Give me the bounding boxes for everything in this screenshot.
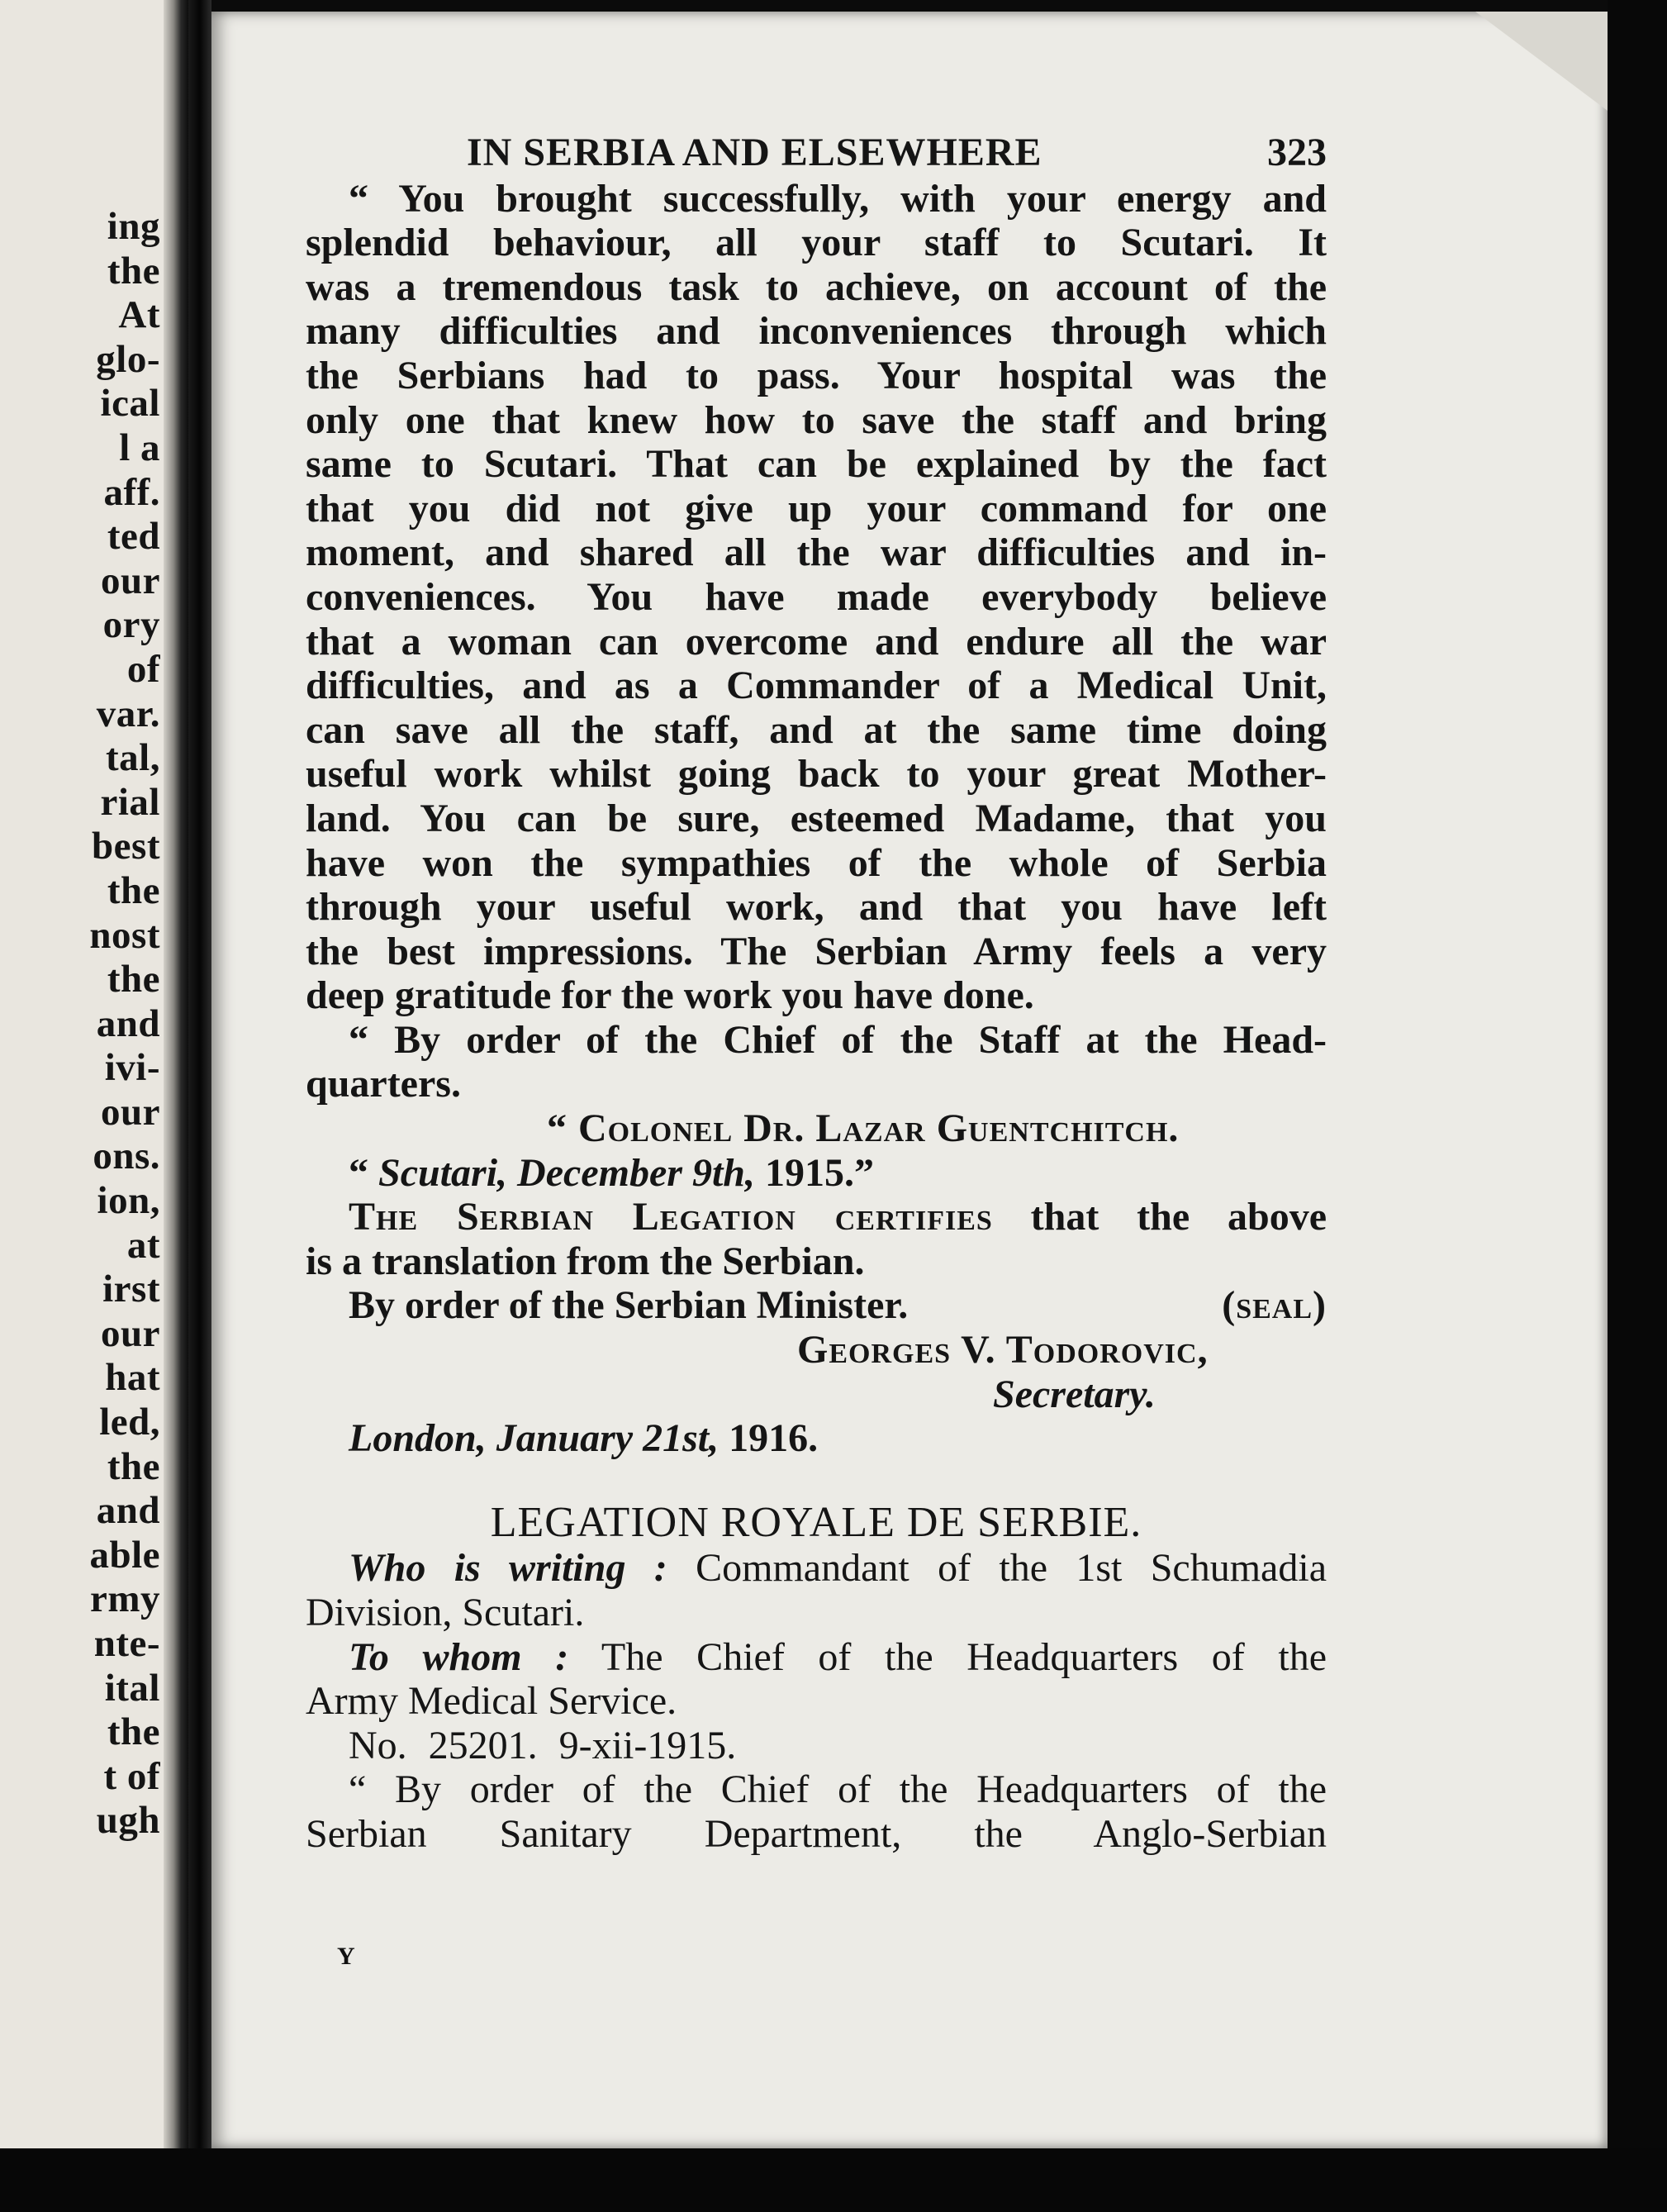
facing-page-line: the xyxy=(107,249,160,293)
letter-line: useful work whilst going back to your great Mother- xyxy=(306,752,1327,797)
letter-line: splendid behaviour, all your staff to Scutari. It xyxy=(306,221,1327,265)
facing-page-line: at xyxy=(126,1223,160,1267)
page-corner xyxy=(1475,12,1608,111)
letter-line: moment, and shared all the war difficulties and in- xyxy=(306,530,1327,575)
certification-line2: is a translation from the Serbian. xyxy=(306,1239,865,1283)
page-number: 323 xyxy=(1267,131,1327,174)
order-line: “ By order of the Chief of the Staff at the Head- xyxy=(349,1017,1327,1062)
certification-caps: The Serbian Legation certifies xyxy=(349,1195,993,1239)
book-gutter xyxy=(188,0,211,2212)
who-line2: Division, Scutari. xyxy=(306,1591,585,1634)
by-order-text: By order of the Serbian Minister. xyxy=(349,1283,909,1328)
document-number: No. 25201. 9-xii-1915. xyxy=(349,1723,737,1767)
who-value: Commandant of the 1st Schumadia xyxy=(667,1546,1327,1591)
facing-page-line: nte- xyxy=(93,1622,160,1665)
signature-colonel: “ Colonel Dr. Lazar Guentchitch. xyxy=(547,1106,1180,1151)
facing-page-line: ory xyxy=(102,603,160,647)
london-date-italic: London, January 21st, xyxy=(349,1416,720,1461)
letter-line: was a tremendous task to achieve, on account of the xyxy=(306,264,1327,309)
running-header xyxy=(306,131,1327,175)
facing-page-line: best xyxy=(92,825,160,868)
letter-line: through your useful work, and that you have left xyxy=(306,885,1327,930)
facing-page-line: rial xyxy=(100,780,160,824)
facing-page-line: t of xyxy=(103,1754,160,1798)
facing-page-line: hat xyxy=(105,1356,160,1400)
page-text xyxy=(306,131,1327,1857)
to-label: To whom : xyxy=(349,1634,569,1679)
to-line xyxy=(306,1635,1327,1680)
seal-text: (seal) xyxy=(1222,1283,1327,1328)
letter-line: same to Scutari. That can be explained by the fact xyxy=(306,442,1327,487)
facing-page-line: rmy xyxy=(89,1577,160,1621)
page-edge xyxy=(164,0,188,2212)
facing-page-line: the xyxy=(107,1710,160,1754)
body-line2: Serbian Sanitary Department, the Anglo-Serbian xyxy=(306,1811,1327,1856)
order-line-end: quarters. xyxy=(306,1062,461,1106)
letter-line: that you did not give up your command for one xyxy=(306,486,1327,530)
facing-page-line: ing xyxy=(107,205,160,248)
to-line2: Army Medical Service. xyxy=(306,1679,677,1724)
certification-rest: that the above xyxy=(992,1195,1327,1239)
facing-page-line: glo- xyxy=(96,337,160,381)
facing-page-line: l a xyxy=(119,426,160,469)
facing-page-line: the xyxy=(107,958,160,1001)
facing-page-line: ivi- xyxy=(104,1046,160,1090)
letter-last-line: deep gratitude for the work you have done. xyxy=(306,973,1034,1018)
place-date-year: 1915.” xyxy=(754,1150,874,1195)
secretary-title: Secretary. xyxy=(993,1372,1156,1416)
place-date-italic: Scutari, December 9th, xyxy=(378,1150,755,1195)
facing-page-line: able xyxy=(89,1533,160,1577)
who-label: Who is writing : xyxy=(349,1546,667,1591)
who-line xyxy=(306,1546,1327,1591)
signature-mark: Y xyxy=(337,1943,355,1970)
facing-page-line: our xyxy=(101,559,160,602)
letter-line: difficulties, and as a Commander of a Medical Unit, xyxy=(306,664,1327,708)
facing-page-line: and xyxy=(96,1001,160,1045)
facing-page-line: of xyxy=(126,647,160,691)
to-value: The Chief of the Headquarters of the xyxy=(568,1634,1327,1679)
facing-page-line: At xyxy=(118,293,160,337)
letter-line: the Serbians had to pass. Your hospital was the xyxy=(306,353,1327,397)
letter-line: have won the sympathies of the whole of Serbia xyxy=(306,840,1327,885)
facing-page-line: var. xyxy=(96,692,160,735)
facing-page-line: ugh xyxy=(96,1799,160,1843)
facing-page-line: aff. xyxy=(103,470,160,514)
letter-body xyxy=(306,177,1327,974)
facing-page-line: ted xyxy=(107,515,160,559)
facing-page-line: and xyxy=(96,1489,160,1533)
letter-line: conveniences. You have made everybody believe xyxy=(306,574,1327,619)
secretary-name: Georges V. Todorovic, xyxy=(797,1328,1209,1372)
letter-line: the best impressions. The Serbian Army feels a very xyxy=(306,929,1327,973)
body-line1: “ By order of the Chief of the Headquarters of the xyxy=(349,1767,1327,1812)
facing-page-line: the xyxy=(107,868,160,912)
running-title: IN SERBIA AND ELSEWHERE xyxy=(467,131,1042,174)
facing-page-line: ons. xyxy=(93,1135,160,1178)
certification-line xyxy=(306,1195,1327,1239)
scan-border-bottom xyxy=(0,2148,1667,2212)
letter-line: can save all the staff, and at the same time doing xyxy=(306,707,1327,752)
facing-page-line: led, xyxy=(99,1401,160,1444)
facing-page-line: the xyxy=(107,1444,160,1488)
facing-page-line: ion, xyxy=(97,1179,160,1223)
place-date xyxy=(306,1151,1327,1196)
by-order-line xyxy=(306,1283,1327,1328)
facing-page-line: our xyxy=(101,1311,160,1355)
scan-border-right xyxy=(1608,0,1667,2212)
london-date xyxy=(306,1416,1327,1461)
letter-line: “ You brought successfully, with your energy and xyxy=(349,176,1327,221)
facing-page-line: tal, xyxy=(106,736,160,780)
quote-open: “ xyxy=(349,1150,378,1195)
letter-line: land. You can be sure, esteemed Madame, that you xyxy=(306,796,1327,840)
facing-page-line: our xyxy=(101,1090,160,1134)
facing-page-line: nost xyxy=(89,913,160,957)
facing-page-line: irst xyxy=(102,1268,160,1311)
facing-page-text xyxy=(0,205,160,1843)
legation-title: LEGATION ROYALE DE SERBIE. xyxy=(490,1498,1142,1546)
letter-line: many difficulties and inconveniences through which xyxy=(306,309,1327,354)
facing-page-line: ital xyxy=(104,1666,160,1710)
facing-page-line: ical xyxy=(100,382,160,426)
letter-line: that a woman can overcome and endure all the war xyxy=(306,619,1327,664)
facing-page-left xyxy=(0,0,188,2212)
london-date-year: 1916. xyxy=(719,1416,819,1461)
letter-line: only one that knew how to save the staff and bring xyxy=(306,397,1327,442)
